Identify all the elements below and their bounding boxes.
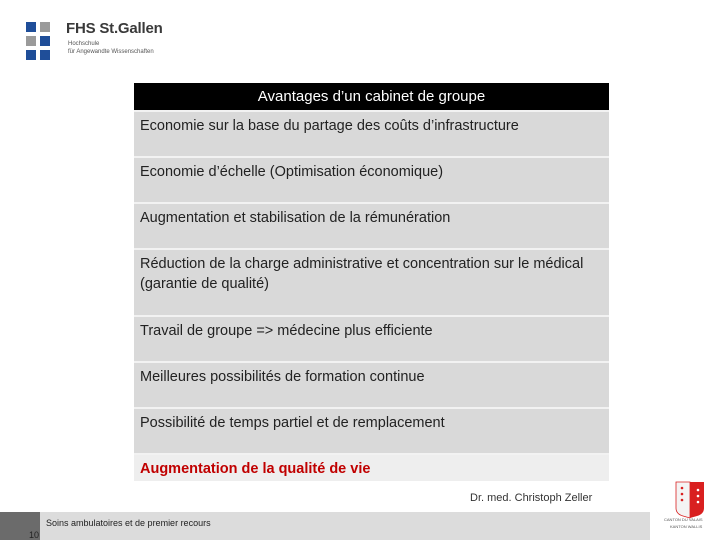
canton-label-de: KANTON WALLIS (670, 524, 703, 529)
logo-subtitle-1: Hochschule (68, 41, 100, 47)
table-row: Economie sur la base du partage des coûts d’infrastructure (134, 110, 609, 156)
table-row: Possibilité de temps partiel et de remplacement (134, 407, 609, 453)
table-row-highlight: Augmentation de la qualité de vie (134, 453, 609, 481)
logo-squares-icon (26, 20, 60, 58)
table-row: Augmentation et stabilisation de la rémunération (134, 202, 609, 248)
canton-valais-crest-icon (668, 478, 712, 538)
advantages-table (134, 83, 609, 481)
table-header: Avantages d’un cabinet de groupe (134, 83, 609, 110)
footer-text: Soins ambulatoires et de premier recours (46, 518, 211, 528)
page-number: 10 (29, 530, 40, 540)
canton-label-fr: CANTON DU VALAIS (664, 517, 703, 522)
table-row: Meilleures possibilités de formation continue (134, 361, 609, 407)
logo-name: FHS St.Gallen (66, 20, 163, 37)
table-row: Travail de groupe => médecine plus efficiente (134, 315, 609, 361)
fhs-logo (26, 18, 196, 62)
table-row: Réduction de la charge administrative et concentration sur le médical (garantie de qualité) (134, 248, 609, 315)
table-row: Economie d’échelle (Optimisation économique) (134, 156, 609, 202)
logo-subtitle-2: für Angewandte Wissenschaften (68, 49, 154, 55)
author-name: Dr. med. Christoph Zeller (470, 492, 593, 504)
